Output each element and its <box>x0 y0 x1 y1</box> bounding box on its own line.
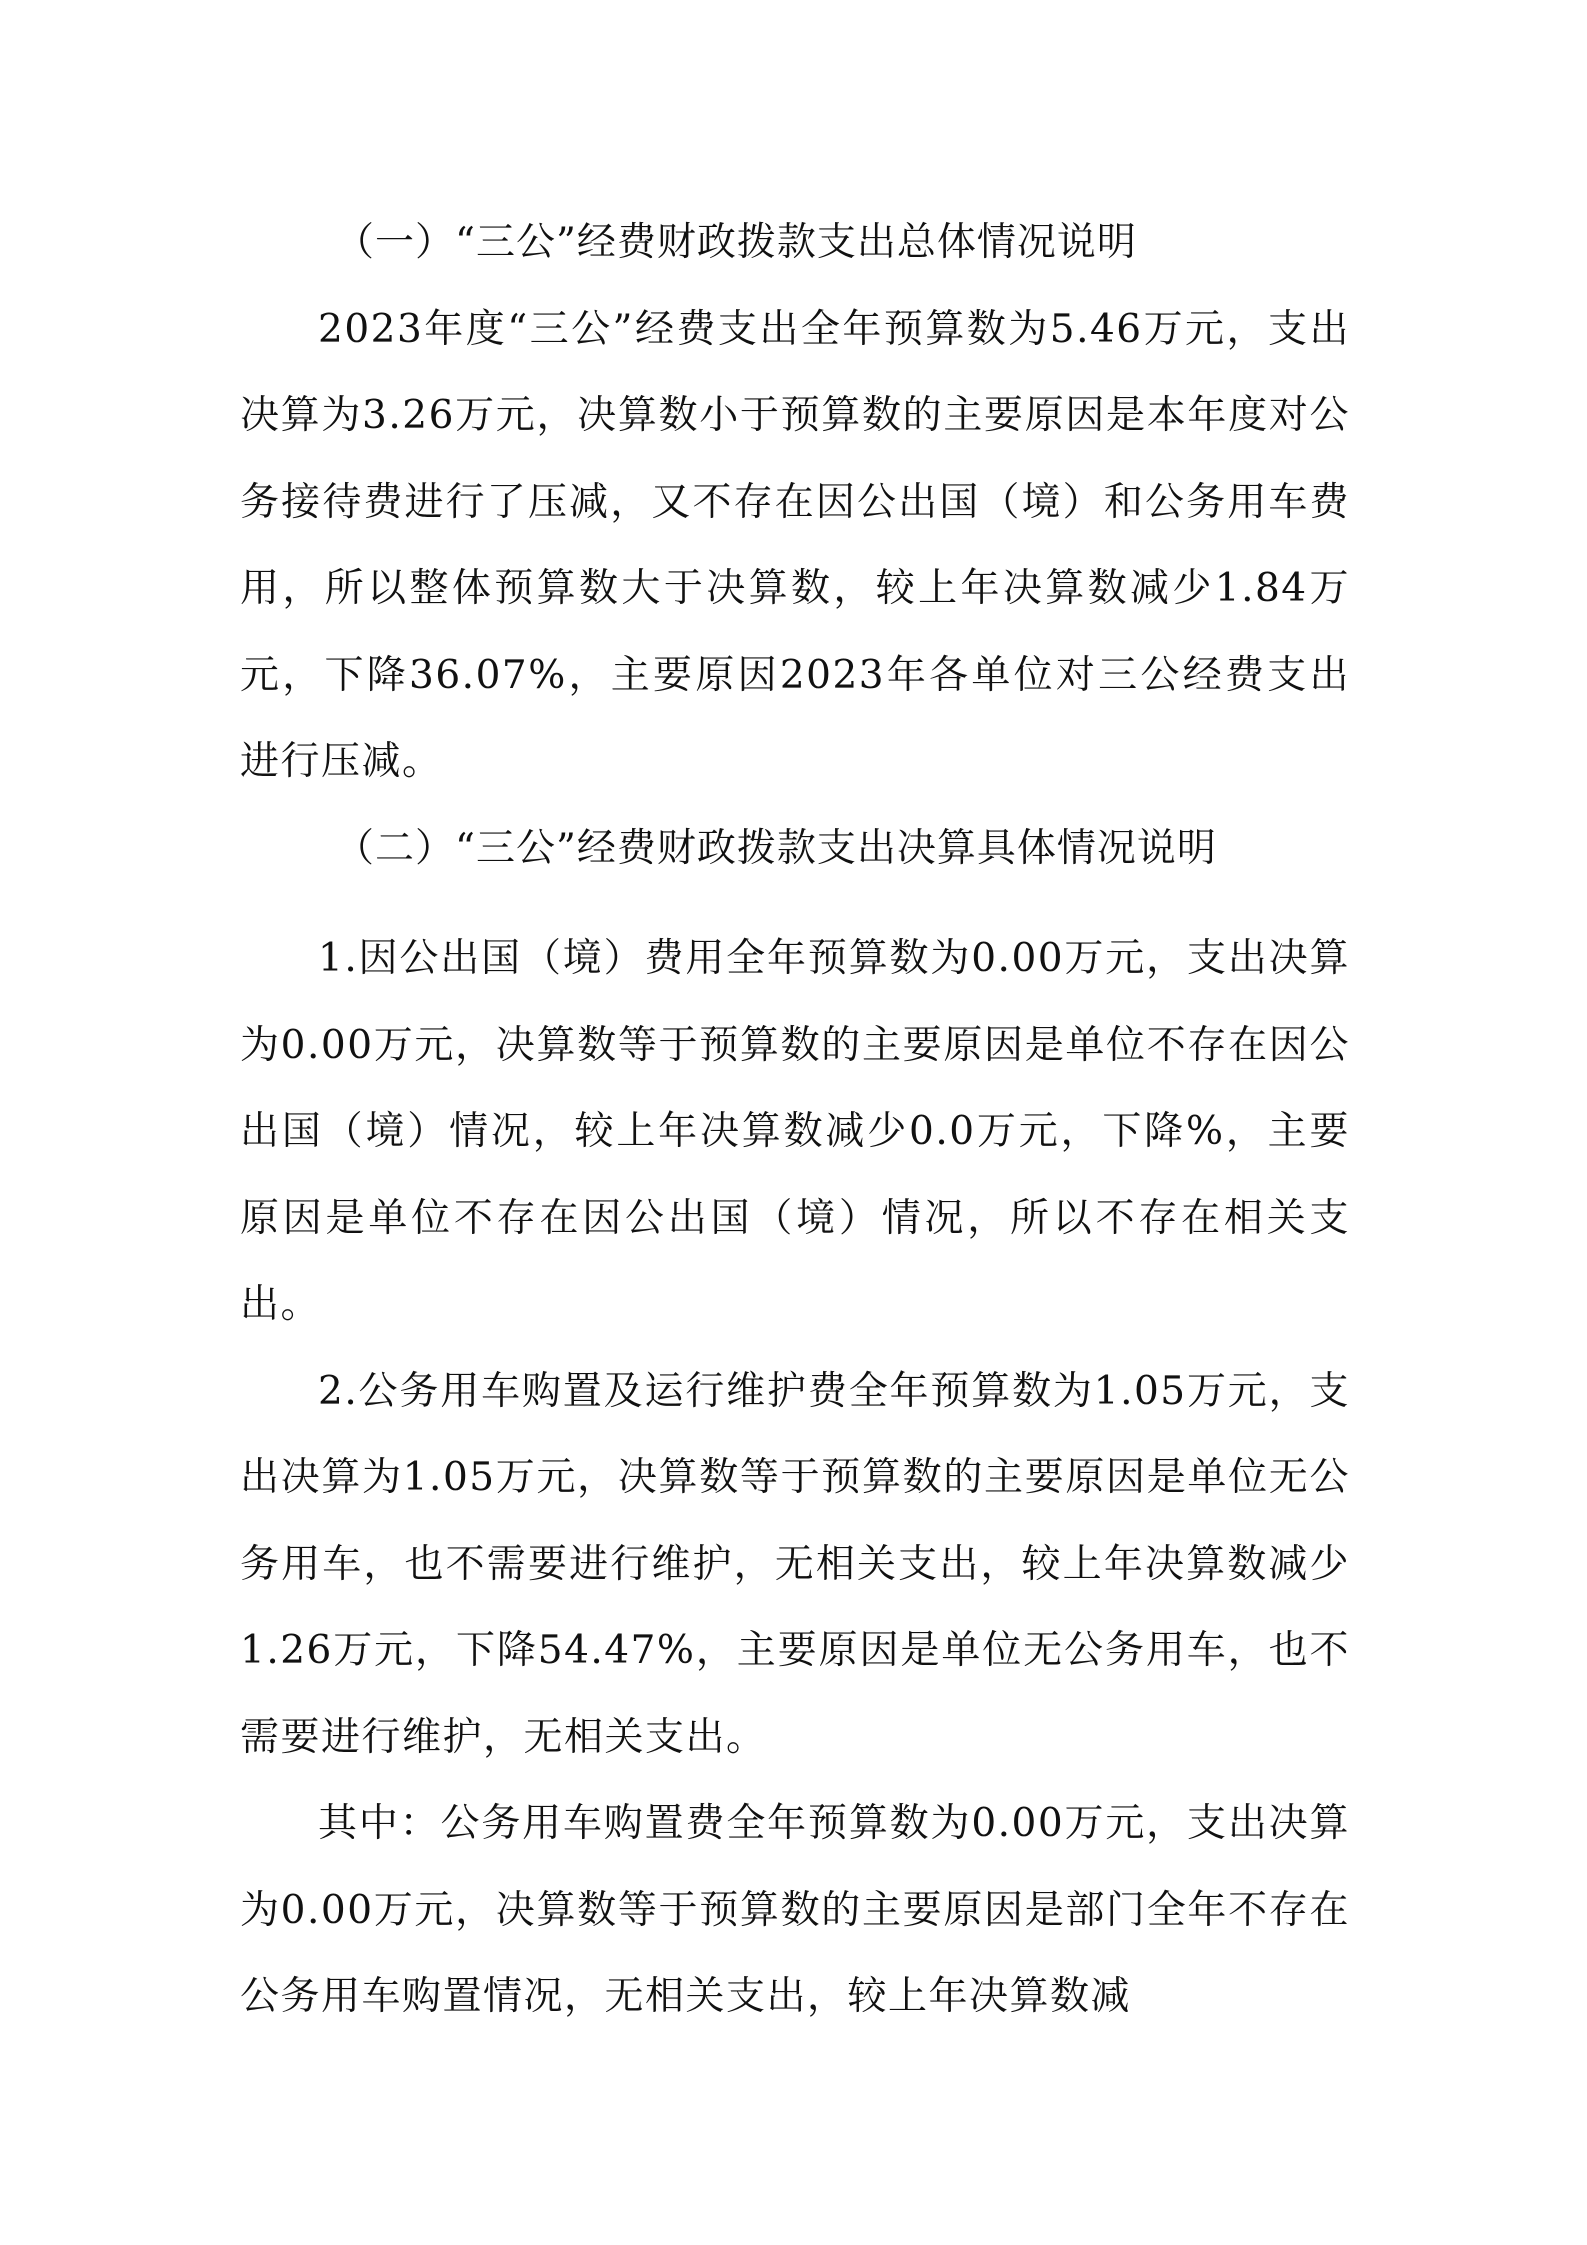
section-heading-1: （一）“三公”经费财政拨款支出总体情况说明 <box>335 220 1137 265</box>
section-heading-2: （二）“三公”经费财政拨款支出决算具体情况说明 <box>335 825 1217 871</box>
section-1-paragraph-1: 2023年度“三公”经费支出全年预算数为5.46万元，支出决算为3.26万元，决算数小于预算数的主要原因是本年度对公务接待费进行了压减，又不存在因公出国（境）和公务用车费用，所以整体预算数大于决算数，较上年决算数减少1.84万元，下降36.07%，主要原因2023年各单位对三公经费支出进行压减。 <box>240 306 1350 784</box>
heading-spacing <box>240 892 1350 916</box>
section-2-paragraph-2: 2.公务用车购置及运行维护费全年预算数为1.05万元，支出决算为1.05万元，决算数等于预算数的主要原因是单位无公务用车，也不需要进行维护，无相关支出，较上年决算数减少1.26万元，下降54.47%，主要原因是单位无公务用车，也不需要进行维护，无相关支出。 <box>240 1368 1350 1760</box>
section-2-paragraph-1: 1.因公出国（境）费用全年预算数为0.00万元，支出决算为0.00万元，决算数等于预算数的主要原因是单位不存在因公出国（境）情况，较上年决算数减少0.0万元，下降%，主要原因是单位不存在因公出国（境）情况，所以不存在相关支出。 <box>240 936 1350 1327</box>
section-2-paragraph-3: 其中：公务用车购置费全年预算数为0.00万元，支出决算为0.00万元，决算数等于预算数的主要原因是部门全年不存在公务用车购置情况，无相关支出，较上年决算数减 <box>240 1801 1350 2019</box>
document-body <box>240 200 1350 2041</box>
